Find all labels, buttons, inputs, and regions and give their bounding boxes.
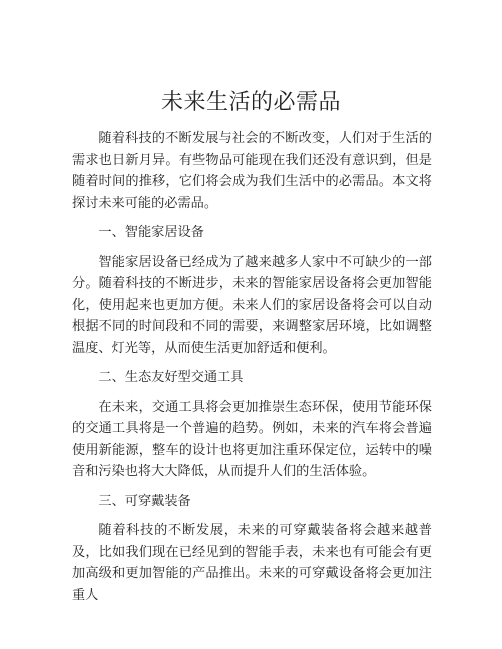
section-heading-eco-transport: 二、生态友好型交通工具 [98,370,244,385]
intro-paragraph: 随着科技的不断发展与社会的不断改变，人们对于生活的需求也日新月异。有些物品可能现在我们还没有意识到，但是随着时间的推移，它们将会成为我们生活中的必需品。本文将探讨未来可能的必需品。 [72,131,432,211]
section-heading-wearables: 三、可穿戴装备 [98,493,191,509]
section-heading-smart-home: 一、智能家居设备 [98,225,204,240]
smart-home-paragraph: 智能家居设备已经成为了越来越多人家中不可缺少的一部分。随着科技的不断进步，未来的智能家居设备将会更加智能化，使用起来也更加方便。未来人们的家居设备将会可以自动根据不同的时间段和不同的需要，来调整家居环境，比如调整温度、灯光等，从而使生活更加舒适和便利。 [72,254,432,356]
eco-transport-paragraph: 在未来，交通工具将会更加推崇生态环保，使用节能环保的交通工具将是一个普遍的趋势。例如，未来的汽车将会普遍使用新能源，整车的设计也将更加注重环保定位，运转中的噪音和污染也将大大降低，从而提升人们的生活体验。 [72,399,432,479]
document-title: 未来生活的必需品 [160,90,341,115]
document-body [72,128,432,614]
wearables-paragraph: 随着科技的不断发展，未来的可穿戴装备将会越来越普及，比如我们现在已经见到的智能手表，未来也有可能会有更加高级和更加智能的产品推出。未来的可穿戴设备将会更加注重人 [72,523,432,603]
